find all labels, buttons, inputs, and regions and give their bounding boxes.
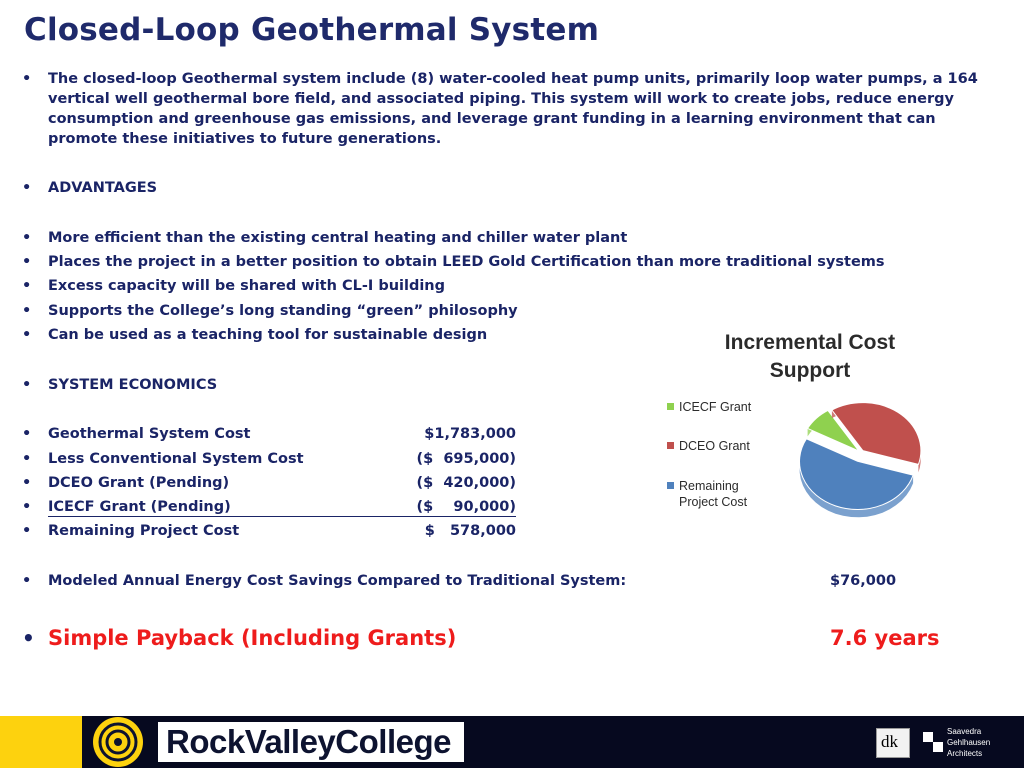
economics-label: Remaining Project Cost xyxy=(48,523,240,539)
firm-name xyxy=(947,726,990,759)
economics-amount: $ 578,000 xyxy=(424,523,516,539)
advantage-item: Excess capacity will be shared with CL-I building xyxy=(48,278,446,294)
firm-name-line: Saavedra xyxy=(947,727,982,736)
legend-label: Remaining Project Cost xyxy=(679,479,748,509)
legend-label: DCEO Grant xyxy=(679,439,750,453)
subtotal-underline xyxy=(48,516,516,517)
firm-mark: dk xyxy=(881,732,898,751)
payback-label: Simple Payback (Including Grants) xyxy=(48,626,457,650)
advantage-item: More efficient than the existing central heating and chiller water plant xyxy=(48,230,628,246)
bullet: • xyxy=(22,451,32,467)
slide-title: Closed-Loop Geothermal System xyxy=(24,12,600,48)
bullet: • xyxy=(22,71,32,87)
intro-paragraph: The closed-loop Geothermal system include (8) water-cooled heat pump units, primarily loop water pumps, a 164 vertical well geothermal bore field, and associated piping. This system will work to create jobs, reduce energy consumption and greenhouse gas emissions, and leverage grant funding in a learning environment that can promote these initiatives to future generations. xyxy=(48,71,978,147)
bullet: • xyxy=(22,254,32,270)
payback-value: 7.6 years xyxy=(830,626,940,650)
incremental-cost-chart xyxy=(655,325,955,545)
firm-logo-dk xyxy=(876,728,910,758)
pie-chart xyxy=(655,325,955,545)
bullet: • xyxy=(22,278,32,294)
bullet: • xyxy=(22,230,32,246)
bullet: • xyxy=(22,573,32,589)
advantage-item: Places the project in a better position to obtain LEED Gold Certification than more traditional systems xyxy=(48,254,885,270)
economics-label: Less Conventional System Cost xyxy=(48,451,304,467)
economics-label: ICECF Grant (Pending) xyxy=(48,499,231,515)
firm-name-line: Architects xyxy=(947,749,983,758)
legend-label: ICECF Grant xyxy=(679,400,752,414)
savings-label: Modeled Annual Energy Cost Savings Compared to Traditional System: xyxy=(48,573,627,589)
bullet: • xyxy=(22,523,32,539)
footer-bar xyxy=(0,716,1024,768)
economics-label: DCEO Grant (Pending) xyxy=(48,475,230,491)
savings-value: $76,000 xyxy=(830,573,897,589)
firm-name-line: Gehlhausen xyxy=(947,738,991,747)
advantage-item: Can be used as a teaching tool for sustainable design xyxy=(48,327,488,343)
economics-label: Geothermal System Cost xyxy=(48,426,251,442)
bullet: • xyxy=(22,475,32,491)
bullet: • xyxy=(22,303,32,319)
economics-heading: SYSTEM ECONOMICS xyxy=(48,377,218,393)
footer-accent xyxy=(0,716,82,768)
college-wordmark xyxy=(158,722,464,762)
bullet: • xyxy=(22,180,32,196)
economics-amount: ($ 420,000) xyxy=(416,475,516,491)
bullet: • xyxy=(22,377,32,393)
chart-title: Incremental Cost Support xyxy=(724,331,896,382)
economics-amount: ($ 695,000) xyxy=(416,451,516,467)
economics-amount: ($ 90,000) xyxy=(416,499,516,515)
bullet: • xyxy=(22,327,32,343)
bullet: • xyxy=(22,626,35,650)
firm-logo-icon xyxy=(921,728,945,758)
advantage-item: Supports the College’s long standing “green” philosophy xyxy=(48,303,518,319)
bullet: • xyxy=(22,426,32,442)
bullet: • xyxy=(22,499,32,515)
advantages-heading: ADVANTAGES xyxy=(48,180,158,196)
economics-amount: $1,783,000 xyxy=(424,426,516,442)
college-seal-icon xyxy=(90,716,146,768)
college-name: RockValleyCollege xyxy=(166,723,451,760)
